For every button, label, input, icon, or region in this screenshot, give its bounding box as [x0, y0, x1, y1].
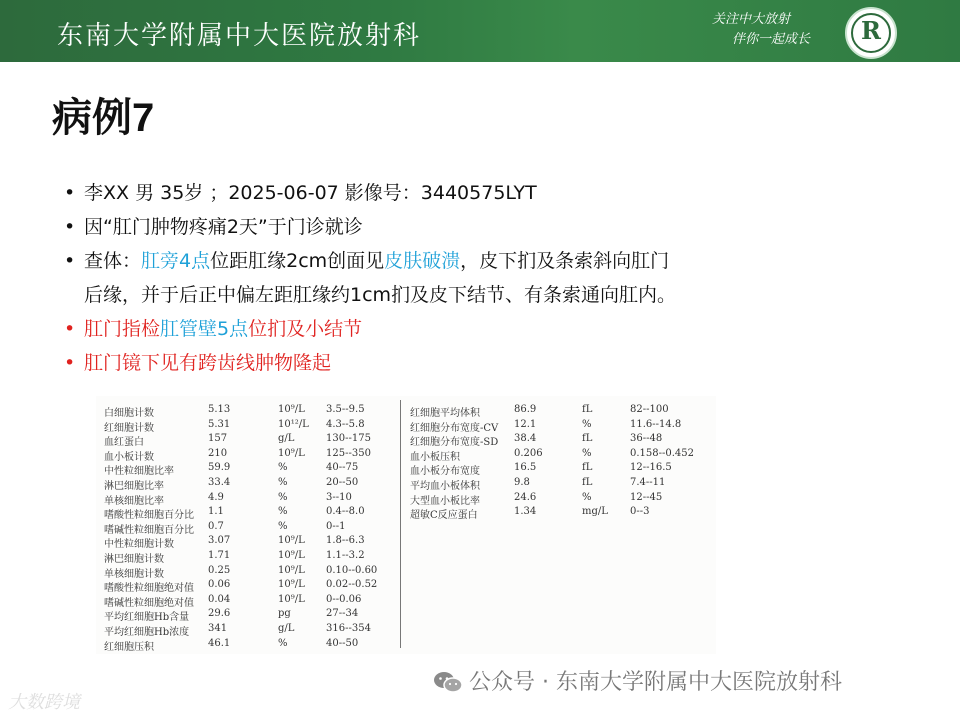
lab-reference: 125--350 — [326, 447, 371, 459]
lab-row — [410, 477, 710, 492]
lab-unit: 10⁹/L — [278, 404, 305, 415]
lab-value: 46.1 — [208, 637, 231, 649]
exam-text-1: 位距肛缘2cm创面见 — [210, 250, 385, 272]
lab-item-name: 红细胞平均体积 — [410, 408, 480, 419]
logo-letter: R — [861, 16, 881, 45]
lab-value: 0.06 — [208, 579, 231, 591]
lab-unit: % — [278, 520, 288, 532]
lab-reference: 0.4--8.0 — [326, 506, 365, 518]
lab-item-name: 单核细胞计数 — [104, 568, 164, 580]
lab-reference: 40--50 — [326, 637, 359, 649]
lab-reference: 130--175 — [326, 433, 371, 445]
lab-unit: % — [278, 637, 288, 649]
slogan-line-2: 伴你一起成长 — [732, 32, 811, 47]
lab-item-name: 红细胞分布宽度-CV — [410, 422, 499, 434]
lab-reference: 316--354 — [326, 622, 371, 634]
corner-watermark: 大数跨境 — [8, 692, 80, 713]
lab-value: 86.9 — [514, 404, 537, 415]
lab-row — [104, 623, 394, 638]
lab-item-name: 平均红细胞Hb含量 — [104, 612, 190, 624]
lab-value: 5.13 — [208, 404, 231, 415]
lab-item-name: 血小板计数 — [104, 451, 154, 463]
lab-reference: 40--75 — [326, 462, 359, 474]
lab-row — [104, 492, 394, 507]
lab-unit: g/L — [278, 622, 295, 634]
lab-unit: pg — [278, 608, 291, 620]
lab-value: 1.1 — [208, 506, 224, 518]
lab-unit: 10⁹/L — [278, 447, 305, 459]
lab-item-name: 嗜酸性粒细胞绝对值 — [104, 583, 194, 595]
lab-row — [104, 404, 394, 419]
lab-reference: 11.6--14.8 — [630, 418, 682, 430]
anoscopy-finding: 下见有跨齿线肿物隆起 — [141, 352, 332, 374]
lab-reference: 0--3 — [630, 506, 650, 518]
lab-unit: 10⁹/L — [278, 535, 305, 547]
exam-highlight-location: 肛旁4点 — [141, 250, 211, 272]
lab-reference: 0.158--0.452 — [630, 447, 695, 459]
exam-label: 查体： — [84, 250, 142, 272]
lab-reference: 7.4--11 — [630, 476, 666, 488]
hospital-logo — [845, 7, 897, 59]
lab-row — [104, 638, 394, 653]
lab-column-right — [410, 404, 710, 521]
lab-value: 38.4 — [514, 433, 537, 445]
lab-value: 1.71 — [208, 549, 231, 561]
lab-row — [104, 521, 394, 536]
lab-row — [104, 550, 394, 565]
lab-row — [104, 535, 394, 550]
digital-exam-label: 肛门指检 — [84, 318, 161, 340]
lab-value: 341 — [208, 622, 228, 634]
lab-item-name: 嗜碱性粒细胞绝对值 — [104, 597, 194, 609]
header-banner — [0, 0, 960, 62]
lab-value: 0.7 — [208, 520, 224, 532]
bullet-patient-info — [64, 176, 844, 210]
lab-unit: 10⁹/L — [278, 549, 305, 561]
exam-text-3: 后缘，并于后正中偏左距肛缘约1cm扪及皮下结节、有条索通向肛内。 — [84, 284, 677, 306]
wechat-watermark — [433, 665, 842, 696]
lab-item-name: 血小板压积 — [410, 451, 460, 463]
lab-row — [410, 448, 710, 463]
lab-row — [104, 462, 394, 477]
bullet-list — [64, 176, 844, 380]
lab-row — [410, 404, 710, 419]
chief-complaint-text: 因“肛门肿物疼痛2天”于门诊就诊 — [84, 216, 363, 238]
lab-item-name: 中性粒细胞计数 — [104, 539, 174, 551]
slogan — [712, 10, 810, 50]
lab-item-name: 平均红细胞Hb浓度 — [104, 626, 190, 638]
lab-column-left — [104, 404, 394, 652]
lab-unit: % — [278, 462, 288, 474]
lab-value: 157 — [208, 433, 228, 445]
lab-value: 29.6 — [208, 608, 231, 620]
lab-unit: % — [582, 418, 592, 430]
lab-row — [410, 506, 710, 521]
lab-value: 33.4 — [208, 476, 231, 488]
lab-results-table — [96, 396, 716, 654]
lab-item-name: 红细胞压积 — [104, 641, 154, 653]
lab-unit: fL — [582, 476, 593, 488]
lab-item-name: 超敏C反应蛋白 — [410, 510, 478, 522]
lab-unit: % — [278, 491, 288, 503]
lab-item-name: 白细胞计数 — [104, 408, 154, 419]
lab-value: 12.1 — [514, 418, 537, 430]
lab-row — [104, 594, 394, 609]
lab-reference: 0--1 — [326, 520, 346, 532]
slogan-line-1: 关注中大放射 — [712, 12, 791, 27]
patient-info-text: 李XX 男 35岁 ；2025-06-07 影像号：3440575LYT — [84, 182, 537, 204]
lab-unit: fL — [582, 462, 593, 474]
lab-reference: 0.10--0.60 — [326, 564, 378, 576]
lab-value: 9.8 — [514, 476, 530, 488]
lab-item-name: 嗜碱性粒细胞百分比 — [104, 524, 194, 536]
lab-item-name: 淋巴细胞计数 — [104, 553, 164, 565]
exam-text-2: ，皮下扪及条索斜向肛门 — [460, 250, 670, 272]
lab-item-name: 血小板分布宽度 — [410, 466, 480, 478]
lab-reference: 4.3--5.8 — [326, 418, 365, 430]
lab-item-name: 血红蛋白 — [104, 437, 144, 449]
watermark-text: 公众号 · 东南大学附属中大医院放射科 — [469, 670, 842, 695]
digital-exam-location: 肛管壁5点 — [160, 318, 249, 340]
lab-reference: 12--45 — [630, 491, 663, 503]
column-divider — [400, 400, 401, 648]
lab-reference: 0--0.06 — [326, 593, 362, 605]
bullet-anoscopy — [64, 346, 844, 380]
lab-unit: 10⁹/L — [278, 579, 305, 591]
lab-row — [410, 419, 710, 434]
digital-exam-finding: 位扪及小结节 — [248, 318, 363, 340]
lab-unit: mg/L — [582, 506, 608, 518]
lab-reference: 27--34 — [326, 608, 359, 620]
bullet-physical-exam — [64, 244, 844, 312]
lab-unit: fL — [582, 433, 593, 445]
lab-value: 59.9 — [208, 462, 231, 474]
lab-unit: g/L — [278, 433, 295, 445]
lab-item-name: 红细胞计数 — [104, 422, 154, 434]
lab-value: 1.34 — [514, 506, 537, 518]
lab-row — [104, 506, 394, 521]
lab-reference: 12--16.5 — [630, 462, 672, 474]
lab-reference: 36--48 — [630, 433, 663, 445]
lab-item-name: 大型血小板比率 — [410, 495, 480, 507]
lab-unit: % — [278, 506, 288, 518]
lab-unit: % — [278, 476, 288, 488]
lab-item-name: 单核细胞比率 — [104, 495, 164, 507]
lab-value: 0.04 — [208, 593, 231, 605]
lab-row — [104, 608, 394, 623]
wechat-icon — [433, 671, 463, 693]
lab-row — [410, 433, 710, 448]
lab-reference: 20--50 — [326, 476, 359, 488]
slide-title: 病例7 — [52, 96, 155, 140]
lab-row — [104, 579, 394, 594]
lab-reference: 3--10 — [326, 491, 352, 503]
lab-reference: 82--100 — [630, 404, 669, 415]
bullet-chief-complaint — [64, 210, 844, 244]
lab-unit: 10⁹/L — [278, 564, 305, 576]
lab-unit: fL — [582, 404, 593, 415]
lab-row — [104, 419, 394, 434]
lab-value: 210 — [208, 447, 228, 459]
exam-highlight-finding: 皮肤破溃 — [384, 250, 461, 272]
lab-row — [104, 448, 394, 463]
lab-reference: 3.5--9.5 — [326, 404, 365, 415]
lab-item-name: 中性粒细胞比率 — [104, 466, 174, 478]
lab-value: 4.9 — [208, 491, 224, 503]
lab-value: 16.5 — [514, 462, 537, 474]
lab-value: 3.07 — [208, 535, 231, 547]
lab-item-name: 平均血小板体积 — [410, 480, 480, 492]
lab-value: 5.31 — [208, 418, 231, 430]
lab-item-name: 淋巴细胞比率 — [104, 480, 164, 492]
lab-unit: % — [582, 491, 592, 503]
lab-item-name: 红细胞分布宽度-SD — [410, 437, 499, 449]
lab-row — [104, 565, 394, 580]
bullet-digital-exam — [64, 312, 844, 346]
lab-row — [104, 433, 394, 448]
lab-value: 0.206 — [514, 447, 543, 459]
lab-unit: 10¹²/L — [278, 418, 309, 430]
lab-reference: 1.1--3.2 — [326, 549, 365, 561]
lab-unit: % — [582, 447, 592, 459]
lab-value: 0.25 — [208, 564, 231, 576]
lab-row — [410, 462, 710, 477]
department-title: 东南大学附属中大医院放射科 — [57, 21, 422, 51]
lab-item-name: 嗜酸性粒细胞百分比 — [104, 510, 194, 522]
lab-value: 24.6 — [514, 491, 537, 503]
lab-row — [410, 492, 710, 507]
lab-unit: 10⁹/L — [278, 593, 305, 605]
lab-reference: 1.8--6.3 — [326, 535, 365, 547]
lab-reference: 0.02--0.52 — [326, 579, 378, 591]
anoscopy-label: 肛门镜 — [84, 352, 142, 374]
lab-row — [104, 477, 394, 492]
